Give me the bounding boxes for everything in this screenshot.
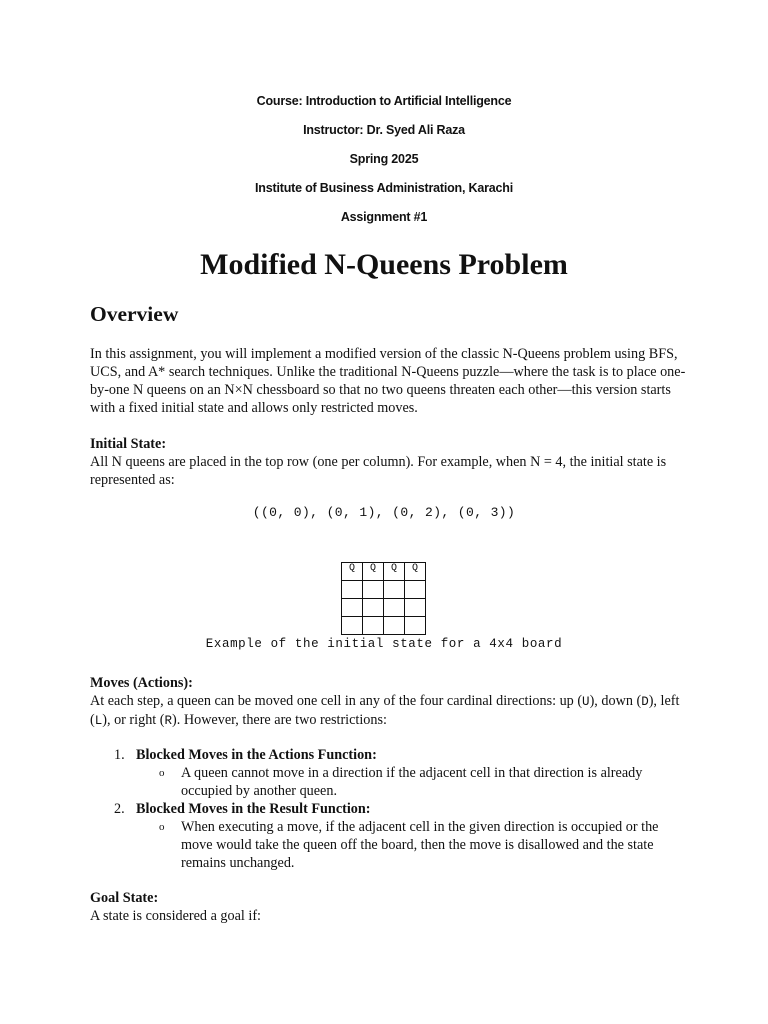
moves-paragraph [90, 674, 690, 730]
board-cell [342, 617, 363, 635]
initial-state-code: ((0, 0), (0, 1), (0, 2), (0, 3)) [252, 505, 516, 520]
goal-state-heading: Goal State: [90, 890, 159, 906]
board-cell: Q [405, 563, 426, 581]
board-cell [363, 581, 384, 599]
moves-text: At each step, a queen can be moved one cell in any of the four cardinal directions: up ( [90, 693, 583, 709]
dir-up: U [582, 695, 590, 709]
board-cell: Q [363, 563, 384, 581]
board-cell [363, 617, 384, 635]
board-cell [342, 581, 363, 599]
moves-text: ). However, there are two restrictions: [172, 712, 387, 728]
board-cell [342, 599, 363, 617]
list-item-label: Blocked Moves in the Result Function: [136, 801, 371, 817]
board-caption: Example of the initial state for a 4x4 board [205, 637, 563, 651]
chessboard [341, 562, 426, 635]
board-cell [363, 599, 384, 617]
initial-state-text: All N queens are placed in the top row (one per column). For example, when N = 4, the initial state is represented as: [90, 454, 667, 488]
list-item-detail: A queen cannot move in a direction if the adjacent cell in that direction is already occupied by another queen. [181, 765, 643, 799]
board-cell [384, 581, 405, 599]
list-number: 1. [114, 747, 125, 763]
instructor-line: Instructor: Dr. Syed Ali Raza [303, 123, 465, 137]
list-item-detail: When executing a move, if the adjacent cell in the given direction is occupied or the move would take the queen off the board, then the move is disallowed and the state remains unchanged. [181, 819, 659, 871]
course-line: Course: Introduction to Artificial Intelligence [256, 94, 512, 108]
moves-text: ), or right ( [102, 712, 165, 728]
board-cell [405, 599, 426, 617]
overview-paragraph: In this assignment, you will implement a modified version of the classic N-Queens problem using BFS, UCS, and A* search techniques. Unlike the traditional N-Queens puzzle—where the task is to place one-by-one N queens on an N×N chessboard so that no two queens threaten each other—this version starts with a fixed initial state and allows only restricted moves. [90, 346, 686, 416]
board-row [342, 617, 426, 635]
assignment-line: Assignment #1 [340, 210, 428, 224]
list-number: 2. [114, 801, 125, 817]
institute-line: Institute of Business Administration, Karachi [255, 181, 513, 195]
initial-state-paragraph [90, 435, 690, 489]
board-cell [384, 599, 405, 617]
bullet-icon: o [159, 767, 165, 779]
board-cell [405, 617, 426, 635]
board-cell [384, 617, 405, 635]
dir-right: R [164, 714, 173, 728]
board-cell: Q [384, 563, 405, 581]
board-cell [405, 581, 426, 599]
goal-state-text: A state is considered a goal if: [90, 908, 261, 924]
overview-heading: Overview [90, 302, 179, 326]
board-row [342, 581, 426, 599]
initial-state-heading: Initial State: [90, 436, 167, 452]
dir-left: L [94, 714, 103, 728]
moves-heading: Moves (Actions): [90, 675, 193, 691]
bullet-icon: o [159, 821, 165, 833]
board-cell: Q [342, 563, 363, 581]
document-title: Modified N-Queens Problem [200, 248, 568, 281]
board-row [342, 563, 426, 581]
dir-down: D [641, 695, 649, 709]
list-item-label: Blocked Moves in the Actions Function: [136, 747, 377, 763]
moves-text: ), down ( [589, 693, 642, 709]
board-row [342, 599, 426, 617]
term-line: Spring 2025 [349, 152, 419, 166]
goal-state-paragraph [90, 889, 690, 925]
moves-text: ), left ( [90, 693, 680, 728]
